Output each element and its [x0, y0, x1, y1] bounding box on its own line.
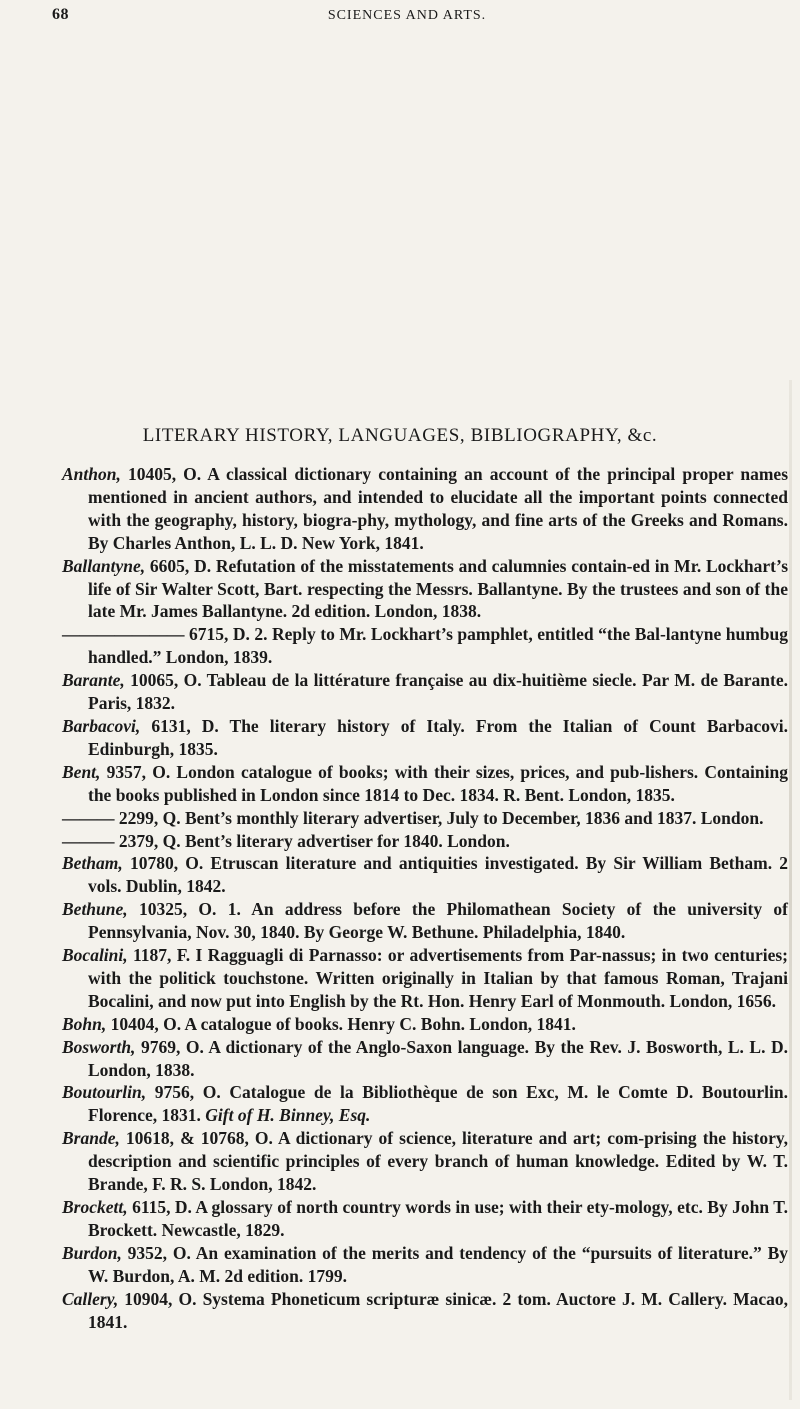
entry-author: Barbacovi, [62, 715, 141, 736]
catalogue-entry [62, 715, 788, 761]
catalogue-entries [62, 463, 788, 1333]
entry-author: Brande, [62, 1128, 120, 1149]
entry-text: 9756, O. Catalogue de la Bibliothèque de son Exc, M. le Comte D. Boutourlin. Florence, 1831. [88, 1082, 788, 1126]
entry-author: Bent, [62, 761, 101, 782]
catalogue-entry [62, 463, 788, 555]
catalogue-entry [62, 1081, 788, 1127]
entry-text: 9357, O. London catalogue of books; with their sizes, prices, and pub-lishers. Containing the books published in London since 1814 to Dec. 1834. R. Bent. London, 1835. [88, 761, 788, 805]
entry-text: 2299, Q. Bent’s monthly literary advertiser, July to December, 1836 and 1837. London. [114, 807, 764, 828]
catalogue-entry [62, 555, 788, 624]
entry-author: Anthon, [62, 464, 121, 484]
entry-author: Bethune, [62, 899, 128, 920]
entry-author: Burdon, [62, 1242, 122, 1263]
entry-text: 9352, O. An examination of the merits and tendency of the “pursuits of literature.” By W. Burdon, A. M. 2d edition. 1799. [88, 1242, 788, 1286]
entry-text: 10325, O. 1. An address before the Philomathean Society of the university of Pennsylvania, Nov. 30, 1840. By George W. Bethune. Philadelphia, 1840. [88, 899, 788, 943]
entry-author: Betham, [62, 853, 123, 874]
entry-ditto-dash: ——————— [62, 624, 185, 645]
catalogue-entry [62, 1196, 788, 1242]
catalogue-entry [62, 852, 788, 898]
page-number: 68 [52, 6, 69, 23]
catalogue-entry [62, 1036, 788, 1082]
entry-text: 2379, Q. Bent’s literary advertiser for 1840. London. [114, 830, 510, 851]
entry-text: 10065, O. Tableau de la littérature française au dix-huitième siecle. Par M. de Barante. Paris, 1832. [88, 670, 788, 714]
running-head [52, 6, 762, 30]
entry-text: 6131, D. The literary history of Italy. From the Italian of Count Barbacovi. Edinburgh, 1835. [88, 715, 788, 759]
catalogue-entry [62, 623, 788, 669]
entry-text: 1187, F. I Ragguagli di Parnasso: or advertisements from Par-nassus; in two centuries; with the politick touchstone. Written originally in Italian by that famous Roman, Trajani Bocalini, and now put into English by the Rt. Hon. Henry Earl of Monmouth. London, 1656. [88, 945, 788, 1011]
entry-gift-note: Gift of H. Binney, Esq. [205, 1105, 371, 1126]
entry-text: 6115, D. A glossary of north country words in use; with their ety-mology, etc. By John T. Brockett. Newcastle, 1829. [88, 1197, 788, 1240]
entry-author: Boutourlin, [62, 1082, 147, 1103]
entry-text: 6605, D. Refutation of the misstatements and calumnies contain-ed in Mr. Lockhart’s life of Sir Walter Scott, Bart. respecting the Messrs. Ballantyne. By the trustees and son of the late Mr. James Ballantyne. 2d edition. London, 1838. [88, 555, 788, 622]
entry-text: 9769, O. A dictionary of the Anglo-Saxon language. By the Rev. J. Bosworth, L. L. D. London, 1838. [88, 1036, 788, 1080]
entry-author: Bohn, [62, 1013, 107, 1034]
catalogue-entry [62, 1288, 788, 1334]
entry-author: Callery, [62, 1288, 119, 1309]
entry-ditto-dash: ——— [62, 830, 115, 851]
entry-text: 10904, O. Systema Phoneticum scripturæ sinicæ. 2 tom. Auctore J. M. Callery. Macao, 1841. [88, 1288, 788, 1332]
catalogue-entry [62, 1013, 788, 1036]
entry-ditto-dash: ——— [62, 807, 115, 828]
entry-text: 10780, O. Etruscan literature and antiquities investigated. By Sir William Betham. 2 vols. Dublin, 1842. [88, 853, 788, 897]
entry-author: Ballantyne, [62, 555, 146, 576]
entry-text: 10404, O. A catalogue of books. Henry C. Bohn. London, 1841. [106, 1013, 576, 1034]
catalogue-entry [62, 830, 788, 853]
catalogue-entry [62, 669, 788, 715]
section-title: LITERARY HISTORY, LANGUAGES, BIBLIOGRAPHY, &c. [142, 425, 658, 446]
entry-text: 10405, O. A classical dictionary containing an account of the principal proper names mentioned in ancient authors, and intended to elucidate all the important points connected with the geography, history, biogra-phy, mythology, and fine arts of the Greeks and Romans. By Charles Anthon, L. L. D. New York, 1841. [88, 464, 788, 553]
catalogue-entry [62, 898, 788, 944]
entry-text: 6715, D. 2. Reply to Mr. Lockhart’s pamphlet, entitled “the Bal-lantyne humbug handled.” London, 1839. [88, 624, 788, 668]
entry-author: Bosworth, [62, 1036, 136, 1057]
page-edge-shadow [789, 380, 792, 1400]
catalogue-entry [62, 761, 788, 807]
catalogue-entry [62, 1242, 788, 1288]
catalogue-entry [62, 807, 788, 830]
entry-author: Brockett, [62, 1197, 128, 1217]
catalogue-entry [62, 944, 788, 1013]
running-title: SCIENCES AND ARTS. [327, 8, 487, 23]
catalogue-entry [62, 1127, 788, 1196]
entry-author: Bocalini, [62, 945, 128, 966]
entry-text: 10618, & 10768, O. A dictionary of science, literature and art; com-prising the history, description and scientific principles of every branch of human knowledge. Edited by W. T. Brande, F. R. S. London, 1842. [88, 1128, 788, 1195]
entry-author: Barante, [62, 670, 125, 691]
